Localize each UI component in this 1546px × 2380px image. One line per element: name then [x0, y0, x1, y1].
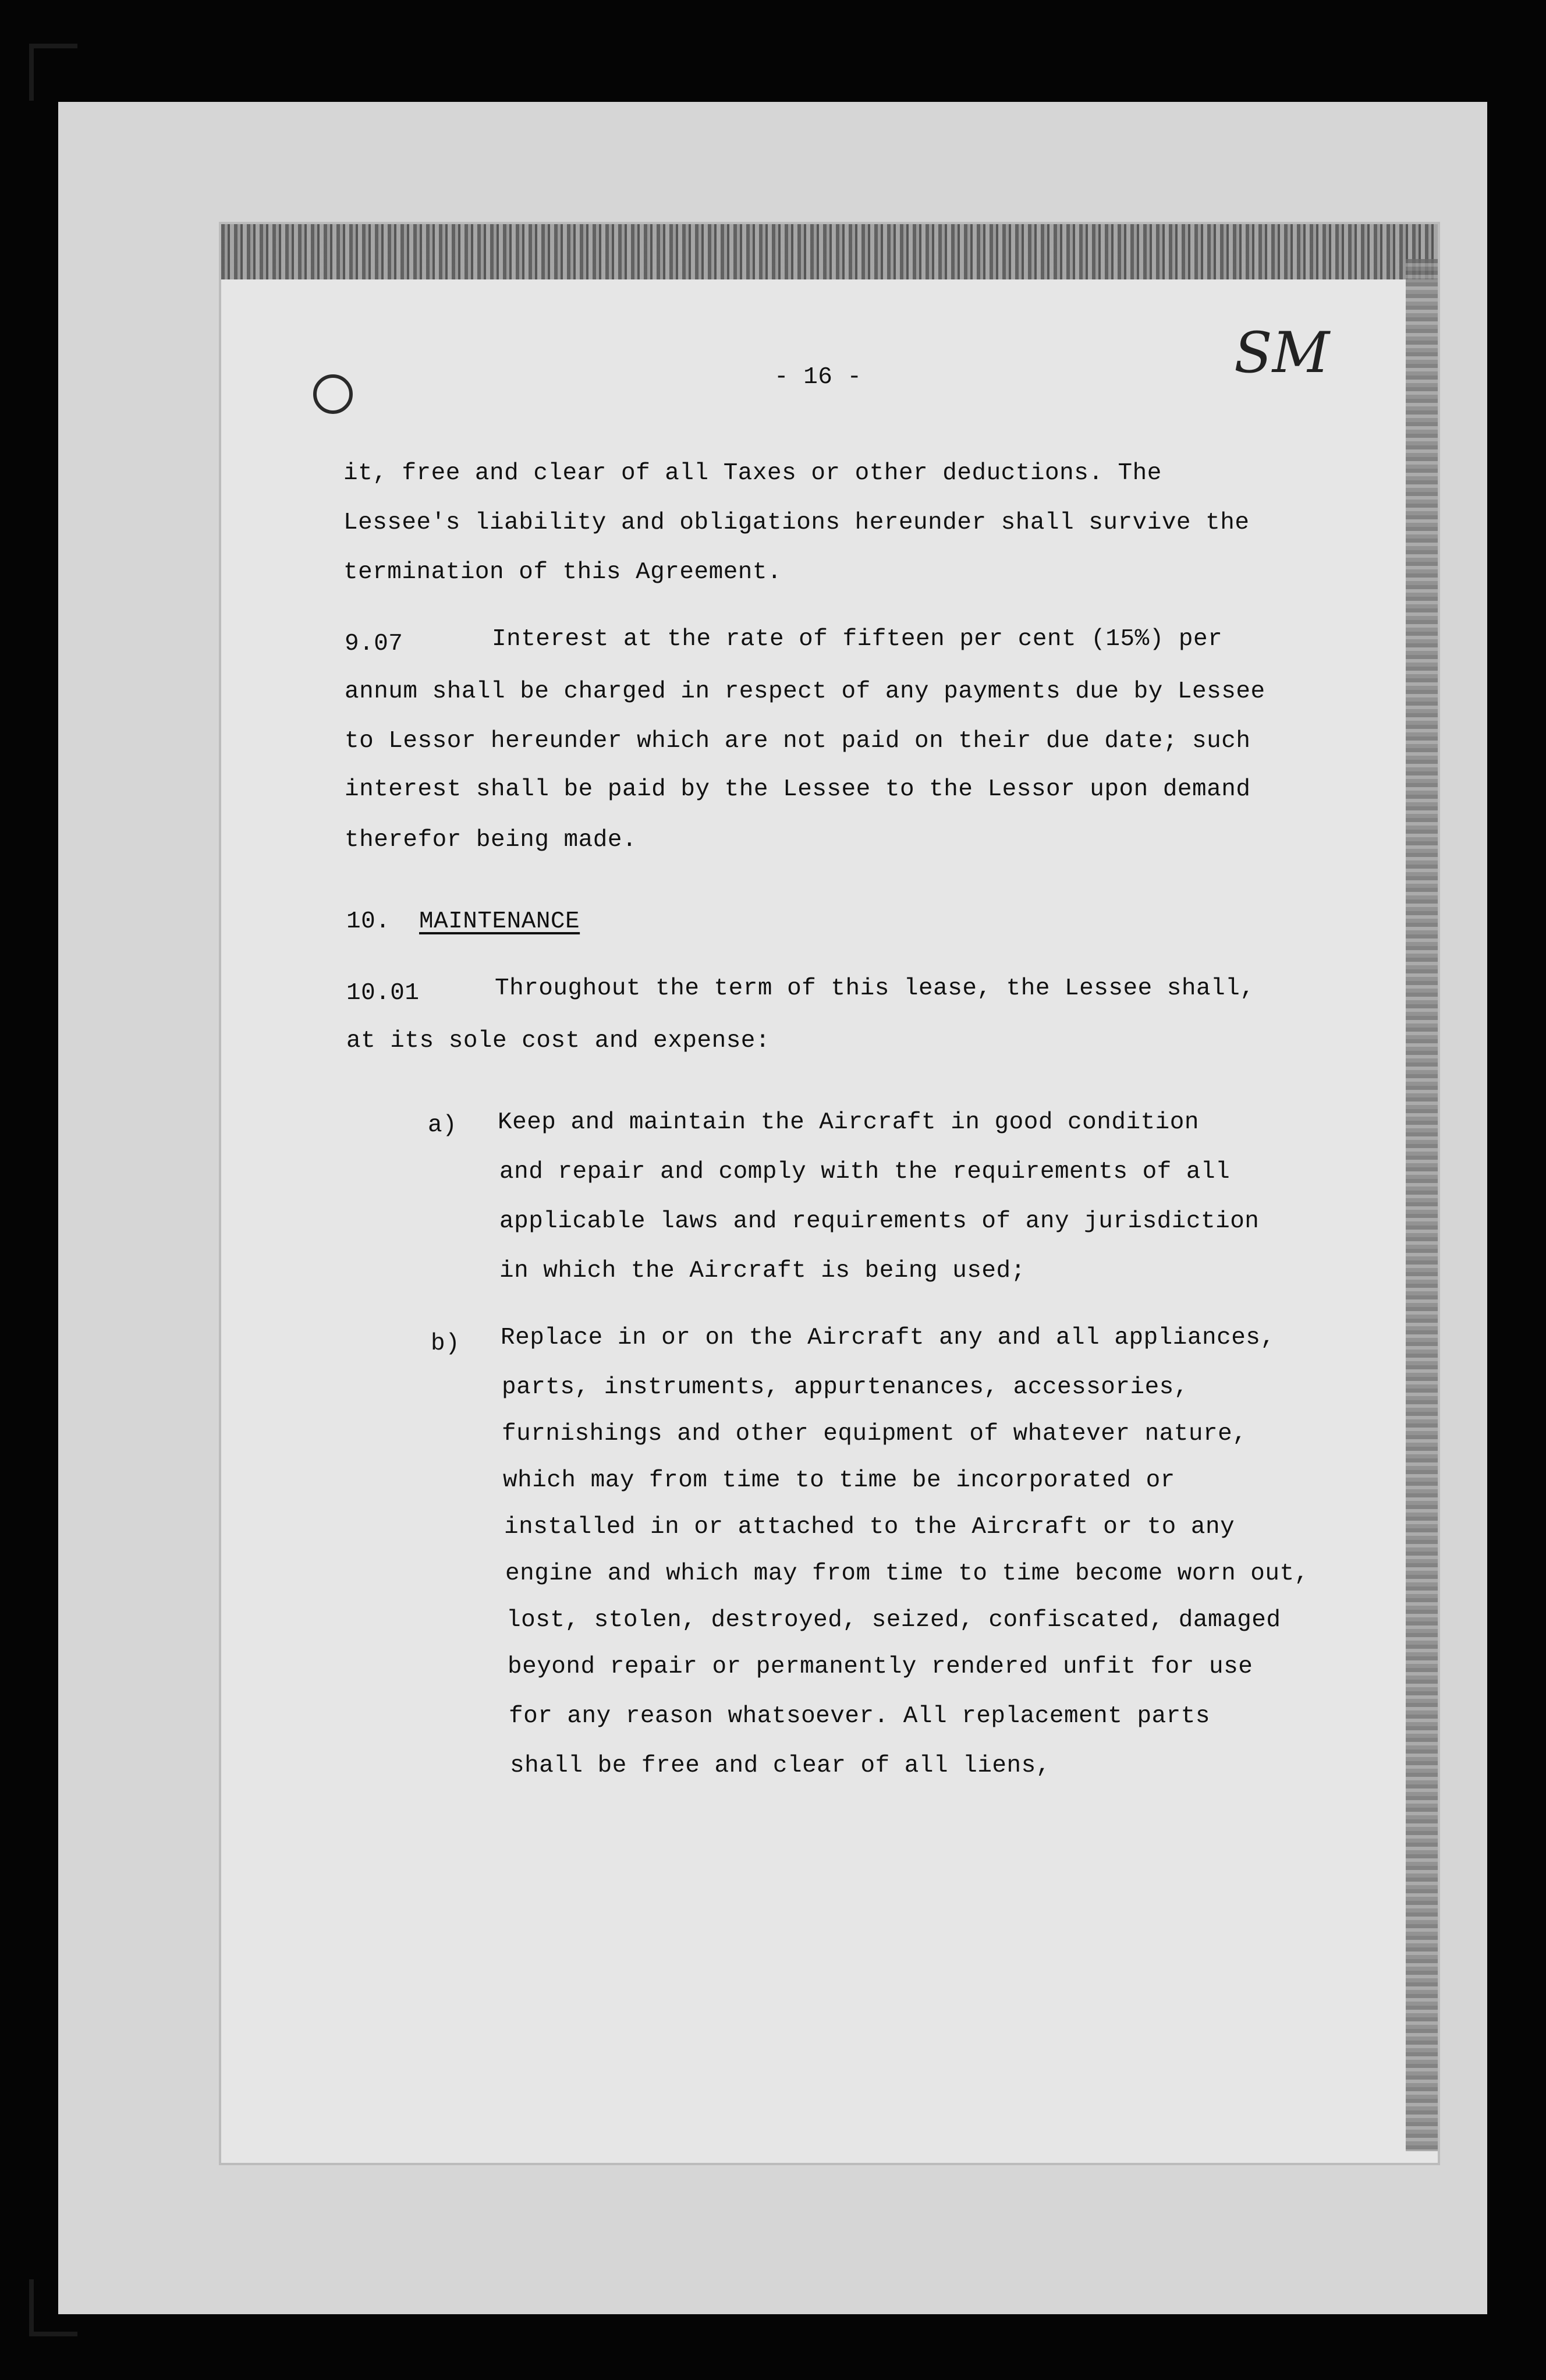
body-line: Replace in or on the Aircraft any and all appliances, [501, 1324, 1275, 1351]
body-line: in which the Aircraft is being used; [499, 1258, 1026, 1284]
body-line: termination of this Agreement. [343, 559, 782, 586]
body-line: which may from time to time be incorporated or [503, 1467, 1175, 1494]
body-line: applicable laws and requirements of any jurisdiction [499, 1208, 1260, 1235]
section-heading: MAINTENANCE [419, 908, 580, 935]
body-line: furnishings and other equipment of whatever nature, [502, 1421, 1247, 1447]
crop-mark-bottom-left [29, 2279, 77, 2336]
body-line: Keep and maintain the Aircraft in good condition [498, 1109, 1199, 1136]
body-line: installed in or attached to the Aircraft or to any [504, 1514, 1235, 1540]
signature-initials: SM [1234, 320, 1330, 385]
body-line: it, free and clear of all Taxes or other deductions. The [343, 460, 1162, 487]
section-number: 9.07 [345, 631, 403, 657]
crop-mark-top-left [29, 44, 77, 101]
page-top-edge [221, 224, 1438, 279]
body-line: beyond repair or permanently rendered unfit for use [508, 1653, 1253, 1680]
page-number: - 16 - [774, 364, 862, 391]
body-line: therefor being made. [345, 827, 637, 853]
body-line: to Lessor hereunder which are not paid on their due date; such [345, 728, 1251, 755]
body-line: for any reason whatsoever. All replacement parts [509, 1703, 1210, 1730]
body-line: shall be free and clear of all liens, [510, 1752, 1051, 1779]
body-line: annum shall be charged in respect of any payments due by Lessee [345, 678, 1265, 705]
section-number: 10. [346, 908, 391, 935]
section-number: 10.01 [346, 980, 420, 1007]
document-page [221, 224, 1438, 2163]
body-line: Throughout the term of this lease, the Lessee shall, [495, 975, 1255, 1002]
body-line: at its sole cost and expense: [346, 1028, 771, 1054]
item-marker: b) [431, 1330, 460, 1357]
punch-hole [313, 374, 353, 414]
body-line: interest shall be paid by the Lessee to the Lessor upon demand [345, 776, 1251, 803]
item-marker: a) [428, 1112, 458, 1139]
body-line: engine and which may from time to time become worn out, [505, 1560, 1309, 1587]
page-right-edge [1406, 259, 1438, 2151]
body-line: Interest at the rate of fifteen per cent (15%) per [492, 626, 1223, 653]
body-line: and repair and comply with the requirements of all [499, 1159, 1231, 1185]
body-line: lost, stolen, destroyed, seized, confiscated, damaged [506, 1607, 1281, 1634]
body-line: Lessee's liability and obligations hereunder shall survive the [343, 509, 1250, 536]
body-line: parts, instruments, appurtenances, accessories, [502, 1374, 1189, 1401]
